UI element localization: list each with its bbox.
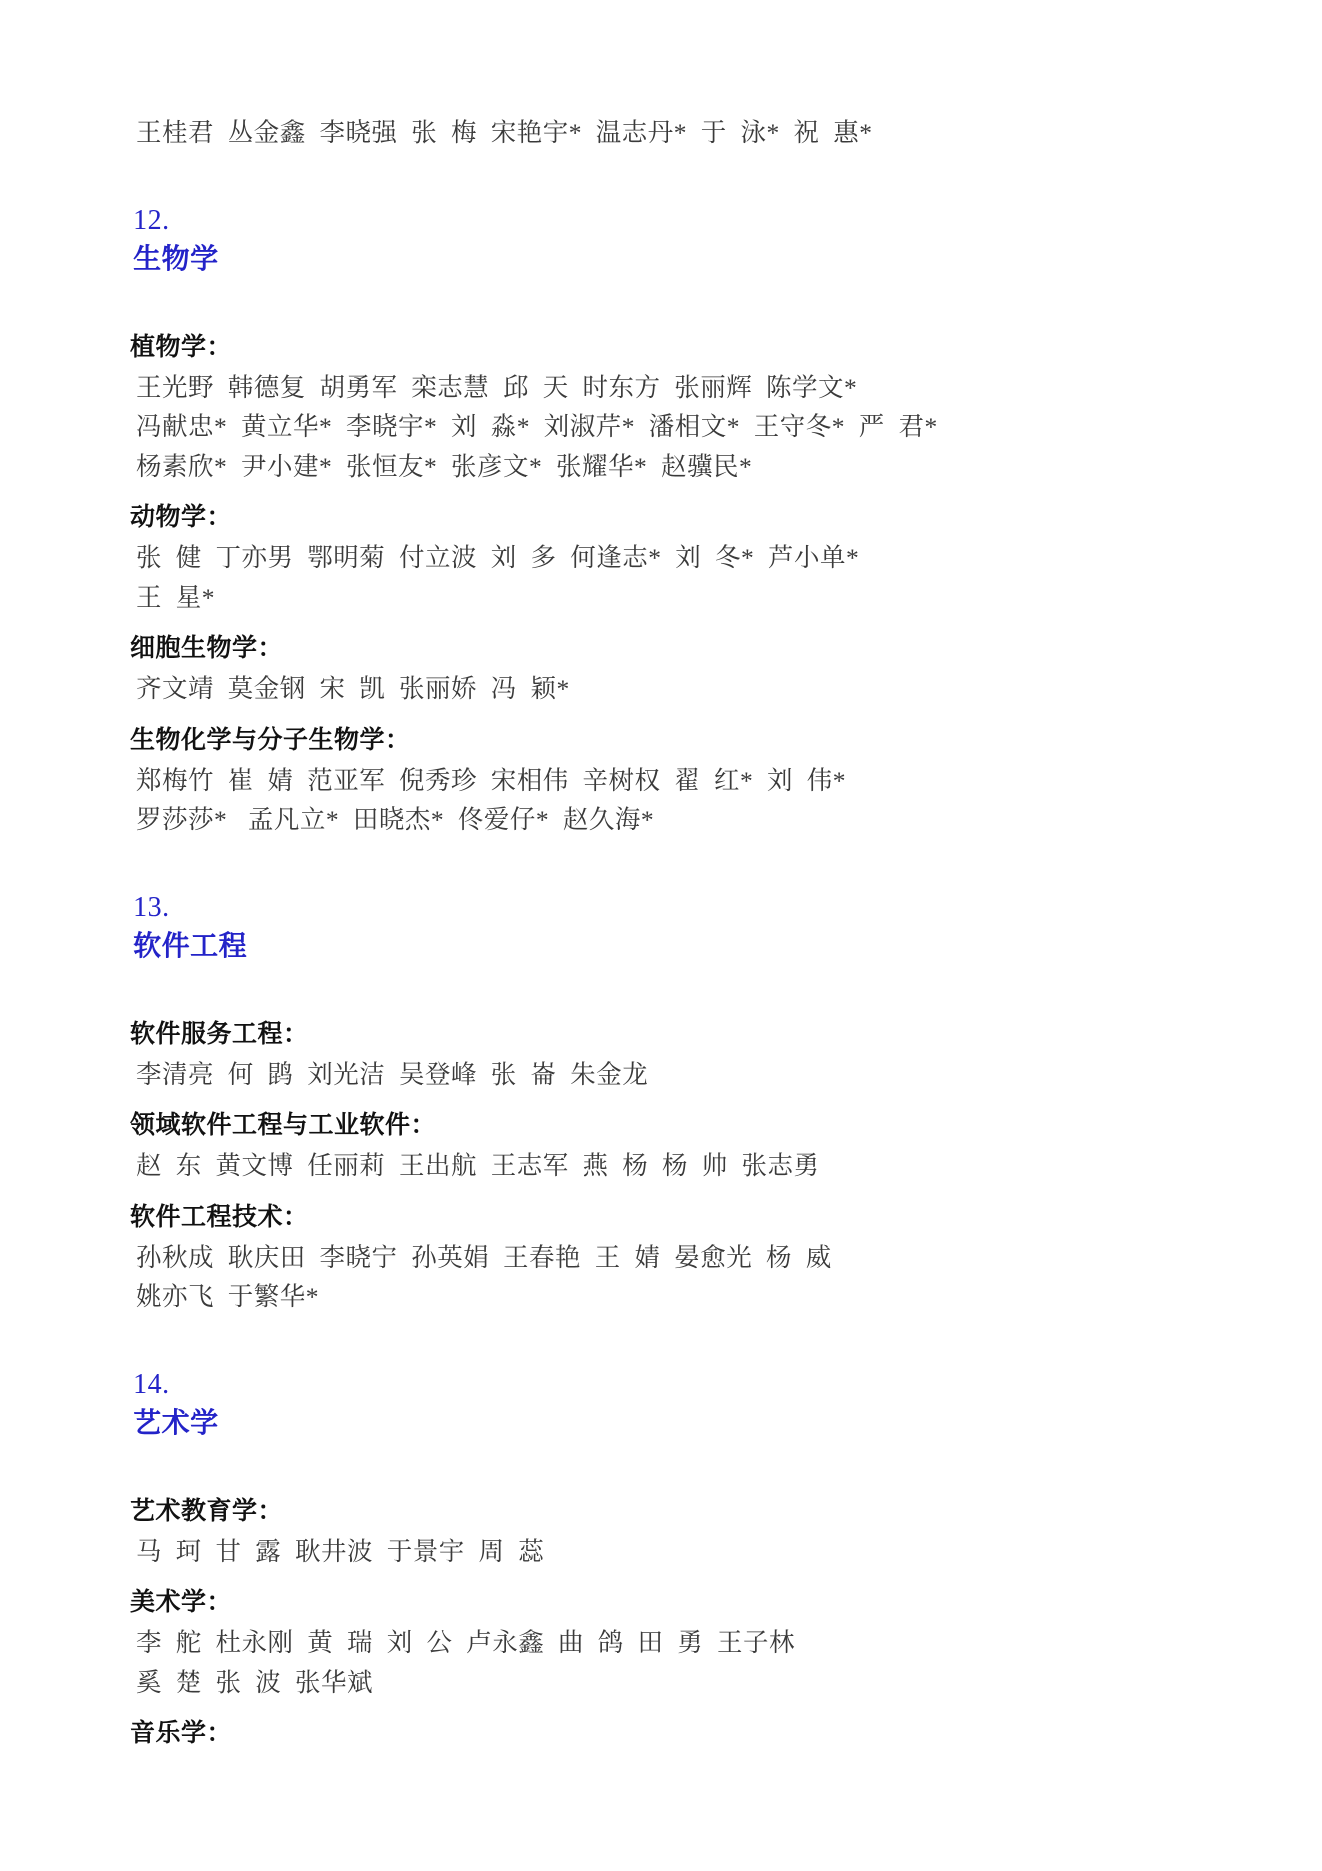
section-title-13: 软件工程 bbox=[133, 929, 248, 961]
section-title-12: 生物学 bbox=[133, 242, 219, 274]
names-line: 郑梅竹 崔 婧 范亚军 倪秀珍 宋相伟 辛树权 翟 红* 刘 伟* bbox=[136, 765, 847, 795]
group-domain-software-engineering bbox=[130, 1105, 1192, 1179]
names-line: 孙秋成 耿庆田 李晓宁 孙英娟 王春艳 王 婧 晏愈光 杨 威 bbox=[136, 1242, 832, 1272]
sub-heading-label: 领域软件工程与工业软件： bbox=[130, 1112, 437, 1139]
names-block bbox=[136, 1630, 1192, 1695]
section-number-14: 14. bbox=[133, 1368, 170, 1400]
names-block bbox=[136, 1536, 1192, 1566]
names-line: 王 星* bbox=[136, 582, 216, 612]
group-plant-science bbox=[130, 327, 1192, 480]
names-line: 奚 楚 张 波 张华斌 bbox=[136, 1667, 374, 1697]
names-block bbox=[136, 1153, 1192, 1179]
sub-heading-label: 艺术教育学： bbox=[130, 1497, 284, 1525]
names-block bbox=[136, 1242, 1192, 1311]
section-number-13: 13. bbox=[133, 891, 170, 923]
group-zoology bbox=[130, 497, 1192, 610]
names-line: 冯献忠* 黄立华* 李晓宇* 刘 淼* 刘淑芹* 潘相文* 王守冬* 严 君* bbox=[136, 412, 938, 441]
sub-heading-label: 植物学： bbox=[130, 333, 233, 361]
orphan-names-line: 王桂君 丛金鑫 李晓强 张 梅 宋艳宇* 温志丹* 于 泳* 祝 惠* bbox=[136, 118, 873, 147]
names-line: 杨素欣* 尹小建* 张恒友* 张彦文* 张耀华* 赵骥民* bbox=[136, 451, 753, 481]
names-block bbox=[136, 1059, 1192, 1089]
sub-heading-label: 细胞生物学： bbox=[130, 635, 284, 662]
group-art-education bbox=[130, 1491, 1192, 1565]
names-line: 罗莎莎* 孟凡立* 田晓杰* 佟爱仔* 赵久海* bbox=[136, 805, 655, 834]
section-number-12: 12. bbox=[133, 204, 170, 236]
section-heading-12 bbox=[100, 172, 1192, 309]
group-software-service-engineering bbox=[130, 1014, 1192, 1088]
group-musicology bbox=[130, 1713, 1192, 1749]
names-block bbox=[136, 545, 1192, 610]
names-line: 齐文靖 莫金钢 宋 凯 张丽娇 冯 颖* bbox=[136, 674, 570, 703]
group-fine-arts bbox=[130, 1582, 1192, 1695]
names-line: 李 舵 杜永刚 黄 瑞 刘 公 卢永鑫 曲 鸽 田 勇 王子林 bbox=[136, 1628, 796, 1657]
sub-heading-label: 软件工程技术： bbox=[130, 1203, 309, 1231]
names-block bbox=[136, 676, 1192, 702]
names-line: 王光野 韩德复 胡勇军 栾志慧 邱 天 时东方 张丽辉 陈学文* bbox=[136, 372, 858, 402]
names-block bbox=[136, 765, 1192, 834]
names-line: 赵 东 黄文博 任丽莉 王出航 王志军 燕 杨 杨 帅 张志勇 bbox=[136, 1151, 820, 1180]
section-heading-13 bbox=[100, 859, 1192, 996]
names-line: 姚亦飞 于繁华* bbox=[136, 1282, 320, 1311]
group-software-engineering-technology bbox=[130, 1197, 1192, 1310]
group-biochemistry-molecular-biology bbox=[130, 720, 1192, 833]
section-title-14: 艺术学 bbox=[133, 1406, 219, 1438]
names-block bbox=[136, 372, 1192, 481]
sub-heading-label: 生物化学与分子生物学： bbox=[130, 726, 411, 754]
names-line: 马 珂 甘 露 耿井波 于景宇 周 蕊 bbox=[136, 1536, 545, 1566]
sub-heading-label: 动物学： bbox=[130, 504, 233, 531]
names-line: 张 健 丁亦男 鄂明菊 付立波 刘 多 何逢志* 刘 冬* 芦小单* bbox=[136, 543, 860, 572]
section-heading-14 bbox=[100, 1336, 1192, 1473]
sub-heading-label: 音乐学： bbox=[130, 1720, 233, 1747]
sub-heading-label: 软件服务工程： bbox=[130, 1020, 309, 1048]
group-cell-biology bbox=[130, 628, 1192, 702]
sub-heading-label: 美术学： bbox=[130, 1589, 233, 1616]
names-line: 李清亮 何 鹍 刘光洁 吴登峰 张 崙 朱金龙 bbox=[136, 1059, 649, 1089]
